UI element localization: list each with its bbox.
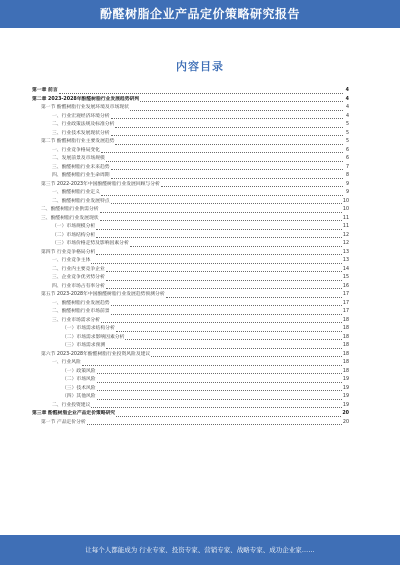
footer-slogan: 让每个人都能成为 行业专家、投资专家、营销专家、战略专家、成功企业家…… <box>85 546 315 554</box>
toc-entry[interactable] <box>32 342 349 351</box>
toc-entry[interactable] <box>32 164 349 173</box>
toc-leader-dots <box>106 344 342 349</box>
toc-leader-dots <box>115 123 343 128</box>
toc-entry[interactable] <box>32 189 349 198</box>
toc-entry[interactable] <box>32 172 349 181</box>
toc-entry[interactable] <box>32 198 349 207</box>
toc-entry-label: 二、酚醛树脂行业发展特点 <box>52 198 110 204</box>
toc-entry-page: 18 <box>342 334 349 340</box>
toc-leader-dots <box>111 301 342 306</box>
toc-leader-dots <box>161 182 343 187</box>
toc-entry[interactable] <box>32 155 349 164</box>
toc-entry-page: 11 <box>342 224 349 229</box>
toc-leader-dots <box>106 276 342 281</box>
toc-entry[interactable] <box>32 181 349 190</box>
toc-entry-page: 10 <box>342 207 349 212</box>
toc-entry[interactable] <box>32 385 349 394</box>
toc-entry-label: 一、行业风险 <box>52 360 81 365</box>
toc-entry-page: 16 <box>342 283 349 289</box>
toc-entry-page: 4 <box>345 88 349 93</box>
toc-title: 内容目录 <box>176 60 224 73</box>
toc-entry-label: （一）政策风险 <box>62 368 96 374</box>
toc-leader-dots <box>130 242 342 247</box>
toc-entry-label: 二、行业投资建议 <box>52 402 91 408</box>
toc-leader-dots <box>111 174 343 179</box>
toc-entry-page: 7 <box>345 164 349 170</box>
toc-entry-page: 18 <box>342 343 349 348</box>
toc-entry-label: （三）市场需求预测 <box>62 343 106 348</box>
toc-entry[interactable] <box>32 300 349 309</box>
toc-entry-label: （四）其他风险 <box>62 394 96 399</box>
toc-entry-label: （二）市场需求影响因素分析 <box>62 334 125 340</box>
toc-leader-dots <box>82 361 342 366</box>
toc-entry-label: 一、行业竞争主体 <box>52 258 91 263</box>
toc-entry[interactable] <box>32 317 349 326</box>
toc-entry-label: 第一章 前言 <box>32 88 58 93</box>
toc-entry[interactable] <box>32 351 349 360</box>
toc-leader-dots <box>100 208 342 213</box>
toc-entry-label: 第二章 2023-2028年酚醛树脂行业发展趋势研判 <box>32 96 140 102</box>
toc-entry-label: （二）市场风险 <box>62 377 96 382</box>
toc-entry-label: 一、行业宏观经济环境分析 <box>52 113 110 119</box>
toc-leader-dots <box>101 191 343 196</box>
toc-entry-page: 19 <box>342 402 349 408</box>
toc-entry-page: 18 <box>342 351 349 357</box>
toc-entry-label: 第二节 酚醛树脂行业主要发展趋势 <box>41 139 115 144</box>
toc-entry-label: 一、行业竞争格局变化 <box>52 147 100 153</box>
toc-entry-page: 13 <box>342 258 349 263</box>
toc-entry-label: 二、发展前景及市场规模 <box>52 156 105 161</box>
toc-entry[interactable] <box>32 104 349 113</box>
toc-entry[interactable] <box>32 87 349 96</box>
toc-entry-label: 第一节 酚醛树脂行业发展环境及市场现状 <box>41 105 129 110</box>
toc-leader-dots <box>97 395 342 400</box>
toc-entry[interactable] <box>32 223 349 232</box>
toc-entry[interactable] <box>32 291 349 300</box>
toc-entry-page: 17 <box>342 292 349 297</box>
toc-entry-page: 4 <box>345 113 349 119</box>
toc-entry[interactable] <box>32 410 349 419</box>
toc-leader-dots <box>111 114 343 119</box>
toc-entry-page: 19 <box>342 377 349 382</box>
toc-entry-label: 三、酚醛树脂行业发展现状 <box>41 215 99 221</box>
toc-leader-dots <box>101 148 343 153</box>
toc-leader-dots <box>97 386 342 391</box>
toc-leader-dots <box>111 131 343 136</box>
toc-entry-page: 12 <box>342 232 349 238</box>
toc-leader-dots <box>96 233 342 238</box>
toc-leader-dots <box>101 318 342 323</box>
toc-entry-label: 第三章 酚醛树脂企业产品定价策略研究 <box>32 411 116 416</box>
toc-entry[interactable] <box>32 121 349 130</box>
toc-entry[interactable] <box>32 274 349 283</box>
toc-leader-dots <box>130 106 343 111</box>
toc-entry-page: 14 <box>342 266 349 272</box>
toc-entry[interactable] <box>32 376 349 385</box>
toc-entry-page: 4 <box>345 105 349 110</box>
toc-leader-dots <box>106 267 342 272</box>
toc-entry-label: （二）市场结构分析 <box>52 232 96 238</box>
toc-entry-label: 第四节 行业竞争格局分析 <box>41 249 96 255</box>
toc-entry-label: （三）技术风险 <box>62 385 96 391</box>
toc-leader-dots <box>151 352 342 357</box>
toc-entry-page: 5 <box>345 122 349 127</box>
toc-leader-dots <box>106 157 343 162</box>
toc-entry-page: 6 <box>345 156 349 161</box>
toc-entry[interactable] <box>32 113 349 122</box>
toc-entry-page: 19 <box>342 394 349 399</box>
toc-leader-dots <box>91 259 342 264</box>
toc-entry-label: 二、行业政策法规及标准分析 <box>52 122 115 127</box>
toc-entry-page: 13 <box>342 249 349 255</box>
toc-leader-dots <box>116 327 342 332</box>
toc-leader-dots <box>97 369 342 374</box>
toc-entry-label: 三、行业市场需求分析 <box>52 317 100 323</box>
toc-entry[interactable] <box>32 257 349 266</box>
toc-entry[interactable] <box>32 325 349 334</box>
toc-entry-label: 第三节 2022-2023年中国酚醛树脂行业发展回顾与分析 <box>41 181 160 187</box>
toc-entry[interactable] <box>32 249 349 258</box>
toc-entry[interactable] <box>32 368 349 377</box>
toc-entry-label: 四、酚醛树脂行业生命周期 <box>52 173 110 178</box>
toc-leader-dots <box>115 140 343 145</box>
toc-entry-label: 二、酚醛树脂行业供需分析 <box>41 207 99 212</box>
toc-entry-page: 20 <box>342 411 349 416</box>
toc-entry-label: 二、行业内主要竞争企业 <box>52 266 105 272</box>
toc-entry-page: 6 <box>345 147 349 153</box>
table-of-contents <box>32 87 349 507</box>
toc-entry[interactable] <box>32 393 349 402</box>
toc-entry-page: 5 <box>345 139 349 144</box>
toc-entry[interactable] <box>32 232 349 241</box>
toc-entry-label: 四、行业市场占有率分析 <box>52 283 105 289</box>
toc-entry-page: 18 <box>342 360 349 365</box>
toc-entry[interactable] <box>32 308 349 317</box>
toc-entry[interactable] <box>32 215 349 224</box>
toc-entry-page: 10 <box>342 198 349 204</box>
toc-entry-page: 9 <box>345 190 349 195</box>
toc-entry-label: 二、酚醛树脂行业市场前景 <box>52 309 110 314</box>
toc-entry-page: 4 <box>345 96 349 102</box>
toc-entry[interactable] <box>32 419 349 428</box>
toc-entry-page: 5 <box>345 130 349 136</box>
toc-entry[interactable] <box>32 402 349 411</box>
toc-leader-dots <box>111 310 342 315</box>
toc-entry[interactable] <box>32 96 349 105</box>
toc-leader-dots <box>111 165 343 170</box>
toc-entry-label: 三、企业竞争优劣势分析 <box>52 275 105 280</box>
toc-leader-dots <box>100 216 342 221</box>
toc-entry-page: 19 <box>342 385 349 391</box>
toc-entry[interactable] <box>32 138 349 147</box>
toc-entry-label: （一）市场需求结构分析 <box>62 326 115 331</box>
toc-entry-page: 11 <box>342 215 349 221</box>
toc-entry[interactable] <box>32 130 349 139</box>
toc-entry-label: 一、酚醛树脂行业定义 <box>52 190 100 195</box>
toc-leader-dots <box>140 97 343 102</box>
toc-leader-dots <box>106 284 342 289</box>
toc-leader-dots <box>97 378 342 383</box>
toc-entry[interactable] <box>32 206 349 215</box>
toc-entry[interactable] <box>32 334 349 343</box>
toc-entry-label: 第一节 产品定价分析 <box>41 419 86 425</box>
toc-entry-page: 17 <box>342 300 349 306</box>
toc-leader-dots <box>59 89 343 94</box>
toc-entry-label: 第六节 2023-2028年酚醛树脂行业投资风险及建议 <box>41 351 151 357</box>
toc-entry[interactable] <box>32 147 349 156</box>
toc-entry-page: 20 <box>342 419 349 425</box>
toc-entry-page: 8 <box>345 173 349 178</box>
toc-entry-label: 三、酚醛树脂行业未来趋势 <box>52 164 110 170</box>
toc-entry-page: 9 <box>345 181 349 187</box>
toc-entry[interactable] <box>32 240 349 249</box>
toc-entry-page: 15 <box>342 275 349 280</box>
toc-entry-label: 一、酚醛树脂行业发展趋势 <box>52 300 110 306</box>
toc-entry-page: 18 <box>342 317 349 323</box>
toc-leader-dots <box>96 250 342 255</box>
toc-leader-dots <box>91 403 342 408</box>
toc-entry[interactable] <box>32 359 349 368</box>
toc-entry-page: 12 <box>342 241 349 246</box>
toc-entry-page: 18 <box>342 326 349 331</box>
toc-entry-label: （一）市场规模分析 <box>52 224 96 229</box>
toc-entry-label: 第五节 2023-2028年中国酚醛树脂行业发展趋势预测分析 <box>41 292 165 297</box>
toc-leader-dots <box>166 293 342 298</box>
toc-entry-label: 三、行业技术发展现状分析 <box>52 130 110 136</box>
toc-entry[interactable] <box>32 266 349 275</box>
toc-entry-page: 18 <box>342 368 349 374</box>
toc-entry[interactable] <box>32 283 349 292</box>
report-title: 酚醛树脂企业产品定价策略研究报告 <box>99 7 300 21</box>
toc-leader-dots <box>87 420 342 425</box>
toc-leader-dots <box>125 335 342 340</box>
toc-entry-page: 17 <box>342 309 349 314</box>
toc-leader-dots <box>96 225 342 230</box>
toc-leader-dots <box>111 199 342 204</box>
toc-entry-label: （三）市场价格走势及影响因素分析 <box>52 241 129 246</box>
toc-leader-dots <box>116 412 341 417</box>
